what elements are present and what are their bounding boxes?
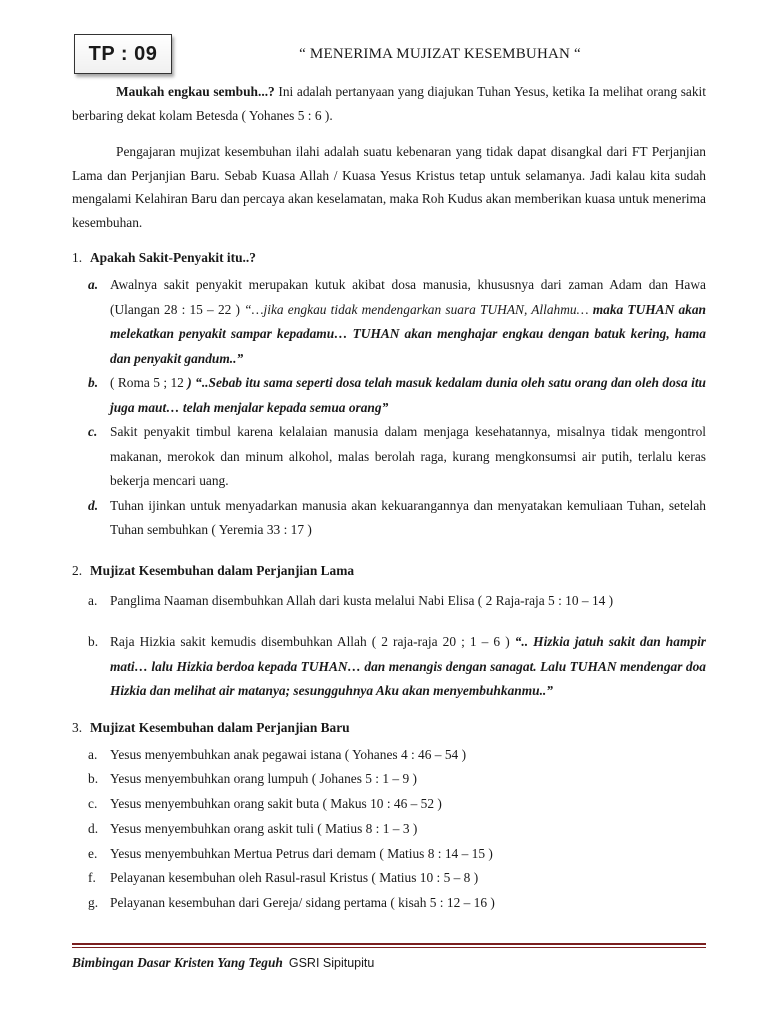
page-footer: [72, 955, 374, 971]
item-letter: g.: [88, 895, 99, 911]
list-item: [72, 494, 706, 543]
list-item: [72, 767, 706, 792]
section-1: [72, 246, 706, 543]
section-2-title: Mujizat Kesembuhan dalam Perjanjian Lama: [90, 562, 355, 578]
section-1-list: [72, 273, 706, 543]
item-text: Pelayanan kesembuhan dari Gereja/ sidang pertama ( kisah 5 : 12 – 16 ): [110, 895, 495, 911]
item-text: Yesus menyembuhkan orang lumpuh ( Johanes 5 : 1 – 9 ): [110, 771, 417, 787]
section-2-heading: [72, 559, 706, 583]
section-3-number: 3.: [72, 719, 83, 735]
list-item: [72, 817, 706, 842]
section-3-heading: [72, 716, 706, 740]
document-body: [72, 80, 706, 916]
item-letter: a.: [88, 592, 98, 608]
item-letter: b.: [88, 375, 99, 390]
item-letter: c.: [88, 424, 98, 439]
item-letter: c.: [88, 796, 98, 812]
item-letter: a.: [88, 277, 99, 292]
intro-paragraph-2: Pengajaran mujizat kesembuhan ilahi adalah suatu kebenaran yang tidak dapat disangkal dari FT Perjanjian Lama dan Perjanjian Baru. Sebab Kuasa Allah / Kuasa Yesus Kristus tetap untuk selamanya. Jadi kalau kita sudah mengalami Kelahiran Baru dan percaya akan keselamatan, maka Roh Kudus akan memberikan kuasa untuk menerima kesembuhan.: [72, 144, 706, 230]
item-text: Sakit penyakit timbul karena kelalaian manusia dalam menjaga kesehatannya, misalnya tidak mengontrol makanan, merokok dan minum alkohol, malas berolah raga, kurang mengkonsumsi air putih, terlalu keras bekerja mencari uang.: [110, 424, 706, 488]
item-letter: b.: [88, 634, 99, 649]
item-text: [110, 371, 706, 420]
footer-divider: [72, 943, 706, 945]
item-text: Yesus menyembuhkan orang sakit buta ( Makus 10 : 46 – 52 ): [110, 796, 442, 812]
item-text: Panglima Naaman disembuhkan Allah dari kusta melalui Nabi Elisa ( 2 Raja-raja 5 : 10 – 14 ): [110, 592, 614, 608]
intro-p1-text: Ini adalah pertanyaan yang diajukan Tuhan Yesus, ketika Ia melihat orang sakit berbaring dekat kolam Betesda ( Yohanes 5 : 6 ).: [72, 84, 706, 123]
item-text-plain: Awalnya sakit penyakit merupakan kutuk akibat dosa manusia, khususnya dari zaman Adam dan Hawa (Ulangan 28 : 15 – 22 ): [110, 277, 706, 317]
item-quote-bold: ) “..Sebab itu sama seperti dosa telah masuk kedalam dunia oleh satu orang dan oleh dosa itu juga maut… telah menjalar kepada semua orang”: [110, 375, 706, 415]
list-item: [72, 743, 706, 768]
item-letter: f.: [88, 870, 96, 886]
list-item: [72, 891, 706, 916]
section-1-title: Apakah Sakit-Penyakit itu..?: [90, 250, 256, 265]
item-text: Yesus menyembuhkan anak pegawai istana ( Yohanes 4 : 46 – 54 ): [110, 746, 467, 762]
tp-label: TP : 09: [88, 42, 158, 65]
list-item: [72, 273, 706, 371]
item-text: Pelayanan kesembuhan oleh Rasul-rasul Kristus ( Matius 10 : 5 – 8 ): [110, 870, 479, 886]
item-text: Tuhan ijinkan untuk menyadarkan manusia akan kekuarangannya dan menyatakan kemuliaan Tuhan, setelah Tuhan sembuhkan ( Yeremia 33 : 17 ): [110, 497, 706, 537]
list-item: [72, 630, 706, 704]
section-3-title: Mujizat Kesembuhan dalam Perjanjian Baru: [90, 719, 350, 735]
item-letter: e.: [88, 845, 98, 861]
list-item: [72, 866, 706, 891]
item-text-plain: ( Roma 5 ; 12: [110, 375, 188, 390]
item-letter: d.: [88, 497, 99, 513]
list-item: [72, 842, 706, 867]
item-text: [110, 273, 706, 371]
section-2: [72, 559, 706, 704]
list-item: [72, 371, 706, 420]
item-text: [110, 630, 706, 704]
item-quote-bold: maka TUHAN akan melekatkan penyakit sampar kepadamu… TUHAN akan menghajar engkau dengan batuk kering, hama dan penyakit gandum..”: [110, 301, 706, 366]
list-item: [72, 420, 706, 494]
item-text-plain: Raja Hizkia sakit kemudis disembuhkan Allah ( 2 raja-raja 20 ; 1 – 6 ): [110, 634, 515, 649]
footer-title: Bimbingan Dasar Kristen Yang Teguh: [72, 955, 283, 970]
item-text: Yesus menyembuhkan orang askit tuli ( Matius 8 : 1 – 3 ): [110, 820, 418, 836]
item-letter: a.: [88, 746, 98, 762]
item-letter: b.: [88, 771, 99, 787]
item-text: Yesus menyembuhkan Mertua Petrus dari demam ( Matius 8 : 14 – 15 ): [110, 845, 493, 861]
tp-label-box: [74, 34, 172, 74]
footer-church: GSRI Sipitupitu: [288, 956, 375, 970]
item-quote-bold: “.. Hizkia jatuh sakit dan hampir mati… lalu Hizkia berdoa kepada TUHAN… dan menangis dengan sanagat. Lalu TUHAN mendengar doa Hizkia dan melihat air matanya; sesungguhnya Aku akan menyembuhkanmu..”: [110, 634, 706, 698]
list-item: [72, 792, 706, 817]
footer-divider-thin: [72, 947, 706, 948]
item-quote-italic: “…jika engkau tidak mendengarkan suara TUHAN, Allahmu…: [244, 301, 593, 317]
intro-question: Maukah engkau sembuh...?: [116, 84, 275, 99]
intro-paragraph-1: [72, 80, 706, 127]
section-1-number: 1.: [72, 250, 83, 265]
section-1-heading: [72, 246, 706, 270]
item-letter: d.: [88, 820, 99, 836]
document-title: “ MENERIMA MUJIZAT KESEMBUHAN “: [299, 46, 581, 62]
section-3-list: [72, 743, 706, 917]
list-item: [72, 589, 706, 614]
section-2-list: [72, 589, 706, 704]
section-2-number: 2.: [72, 562, 83, 578]
section-3: [72, 716, 706, 917]
